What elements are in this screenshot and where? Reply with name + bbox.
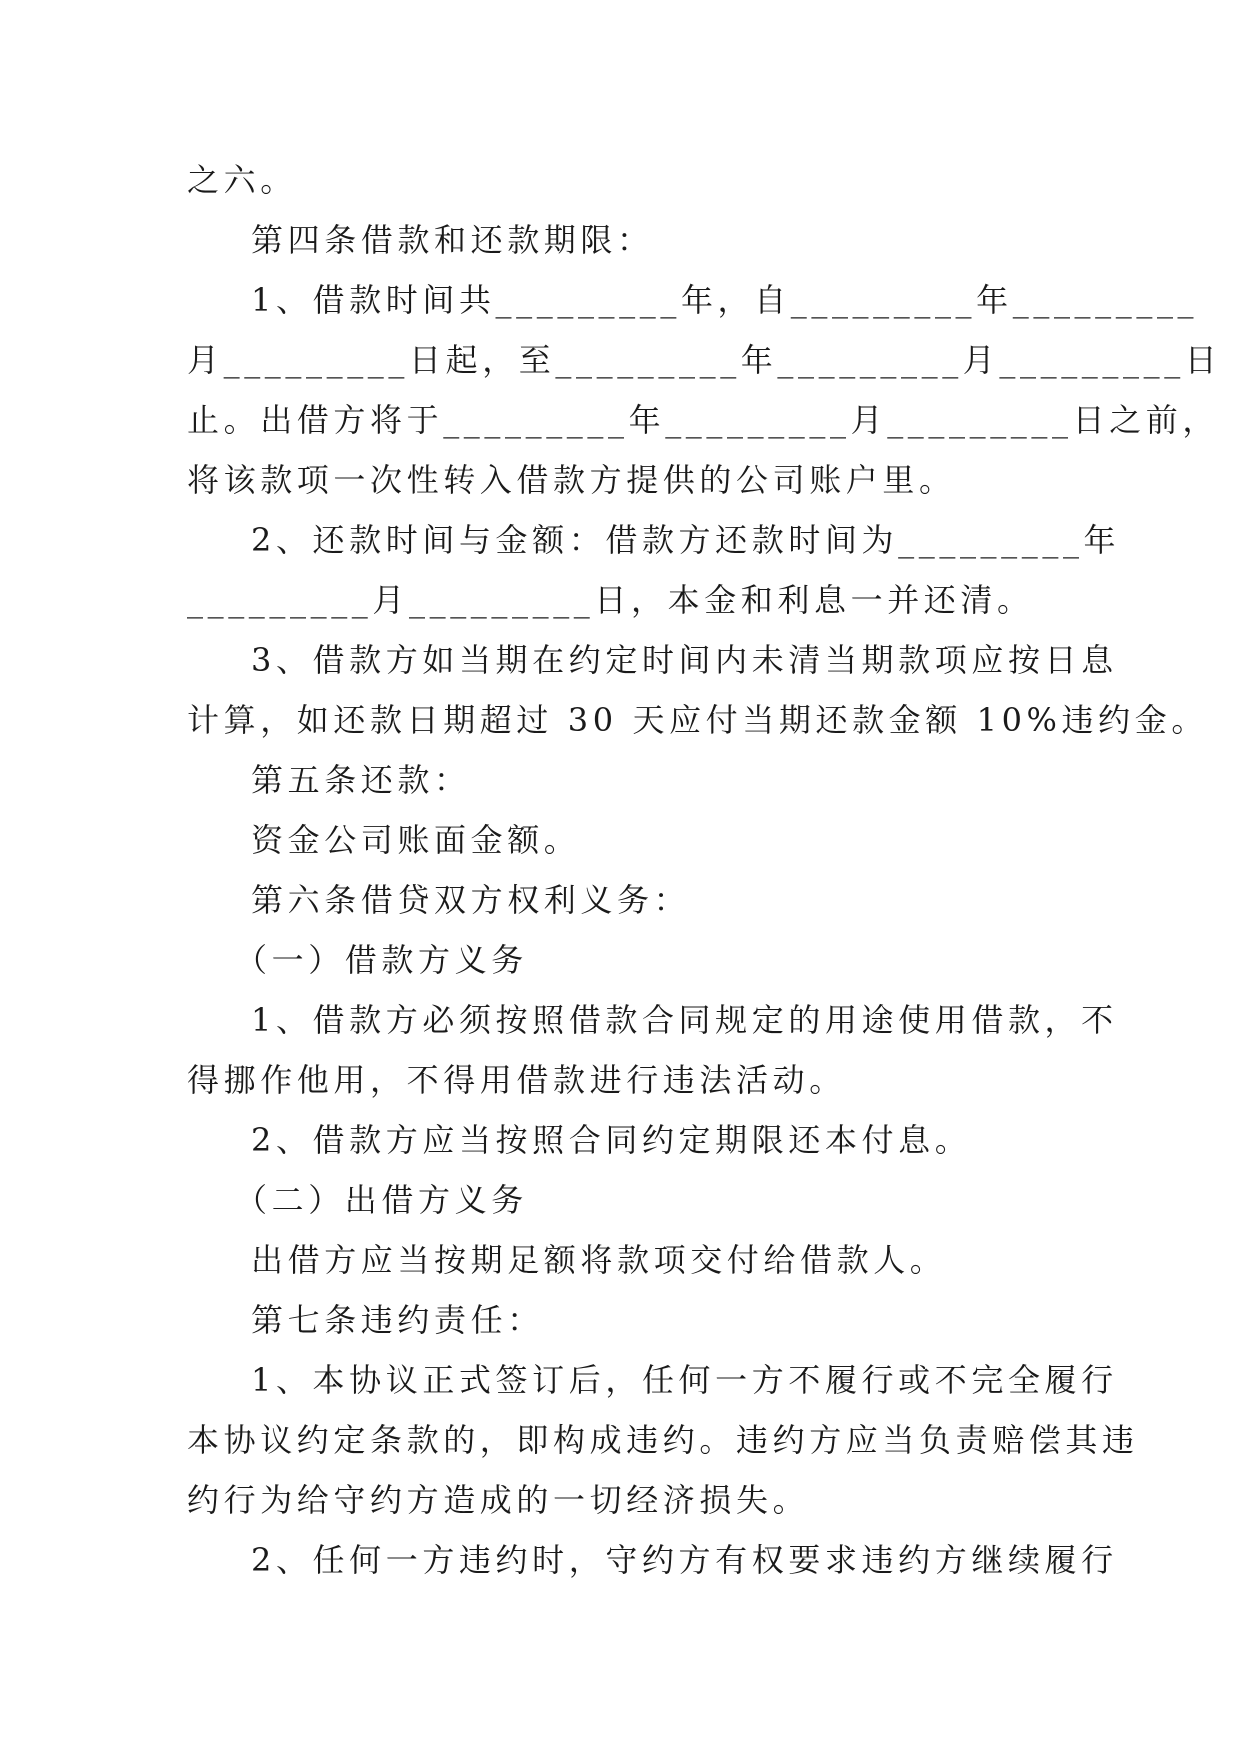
- text-line: 之六。: [187, 161, 297, 199]
- text-line: 1、借款时间共_________年，自_________年_________: [251, 281, 1199, 319]
- text-line: 2、还款时间与金额：借款方还款时间为_________年: [251, 521, 1121, 559]
- text-line: 得挪作他用，不得用借款进行违法活动。: [187, 1061, 846, 1099]
- text-line: 2、任何一方违约时，守约方有权要求违约方继续履行: [251, 1541, 1118, 1579]
- article-heading: 第五条还款：: [251, 761, 471, 799]
- text-line: 2、借款方应当按照合同约定期限还本付息。: [251, 1121, 972, 1159]
- article-heading: 第六条借贷双方权利义务：: [251, 881, 691, 919]
- document-page: [187, 150, 1222, 1590]
- text-line: 出借方应当按期足额将款项交付给借款人。: [251, 1241, 947, 1279]
- section-heading: （二）出借方义务: [235, 1181, 528, 1219]
- section-heading: （一）借款方义务: [235, 941, 528, 979]
- text-line: 约行为给守约方造成的一切经济损失。: [187, 1481, 810, 1519]
- text-line: 资金公司账面金额。: [251, 821, 581, 859]
- text-line: 1、借款方必须按照借款合同规定的用途使用借款，不: [251, 1001, 1118, 1039]
- text-line: 将该款项一次性转入借款方提供的公司账户里。: [187, 461, 956, 499]
- text-line: 3、借款方如当期在约定时间内未清当期款项应按日息: [251, 641, 1118, 679]
- text-line: 计算，如还款日期超过 30 天应付当期还款金额 10%违约金。: [187, 701, 1208, 739]
- article-heading: 第四条借款和还款期限：: [251, 221, 654, 259]
- text-line: _________月_________日，本金和利息一并还清。: [187, 581, 1034, 619]
- text-line: 月_________日起，至_________年_________月_________日: [187, 341, 1222, 379]
- text-line: 1、本协议正式签订后，任何一方不履行或不完全履行: [251, 1361, 1118, 1399]
- text-line: 止。出借方将于_________年_________月_________日之前，: [187, 401, 1220, 439]
- article-heading: 第七条违约责任：: [251, 1301, 544, 1339]
- text-line: 本协议约定条款的，即构成违约。违约方应当负责赔偿其违: [187, 1421, 1139, 1459]
